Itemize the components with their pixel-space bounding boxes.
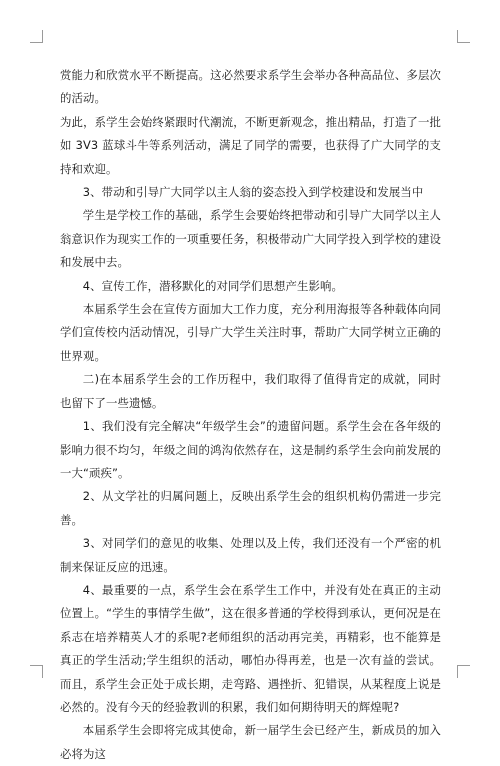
paragraph: 学生是学校工作的基础，系学生会要始终把带动和引导广大同学以主人翁意识作为现实工作的一项重要任务，积极带动广大同学投入到学校的建设和发展中去。 <box>60 208 441 270</box>
list-item: 3、对同学们的意见的收集、处理以及上传，我们还没有一个严密的机制来保证反应的迅速。 <box>60 536 441 574</box>
crop-mark-bottom-left <box>30 665 43 678</box>
list-item: 4、最重要的一点，系学生会在系学生工作中，并没有处在真正的主动位置上。“学生的事情学生做”，这在很多普通的学校得到承认，更何况是在系志在培养精英人才的系呢?老师组织的活动再完美，再精彩，也不能算是真正的学生活动;学生组织的活动，哪怕办得再差，也是一次有益的尝试。而且，系学生会正处于成长期，走弯路、遇挫折、犯错误，从某程度上说是必然的。没有今天的经验教训的积累，我们如何期待明天的辉煌呢? <box>60 582 441 714</box>
crop-mark-top-left <box>30 30 43 43</box>
section-heading: 3、带动和引导广大同学以主人翁的姿态投入到学校建设和发展当中 <box>82 185 424 200</box>
paragraph: 为此，系学生会始终紧跟时代潮流，不断更新观念，推出精品，打造了一批如 3V3 蓝球斗牛等系列活动，满足了同学的需要，也获得了广大同学的支持和欢迎。 <box>60 114 441 176</box>
list-item: 2、从文学社的归属问题上，反映出系学生会的组织机构仍需进一步完善。 <box>60 489 441 527</box>
section-heading: 二)在本届系学生会的工作历程中，我们取得了值得肯定的成就，同时也留下了一些遗憾。 <box>60 372 441 410</box>
paragraph: 本届系学生会即将完成其使命，新一届学生会已经产生，新成员的加入必将为这 <box>60 723 441 761</box>
document-body <box>60 64 441 766</box>
paragraph: 本届系学生会在宣传方面加大工作力度，充分利用海报等各种载体向同学们宣传校内活动情况，引导广大学生关注时事，帮助广大同学树立正确的世界观。 <box>60 302 441 363</box>
crop-mark-bottom-right <box>457 665 470 678</box>
section-heading: 4、宣传工作，潜移默化的对同学们思想产生影响。 <box>82 278 343 293</box>
list-item: 1、我们没有完全解决“年级学生会”的遗留问题。系学生会在各年级的影响力很不均匀，年级之间的鸿沟依然存在，这是制约系学生会向前发展的一大“顽疾”。 <box>60 419 441 480</box>
paragraph: 赏能力和欣赏水平不断提高。这必然要求系学生会举办各种高品位、多层次的活动。 <box>60 68 441 106</box>
crop-mark-top-right <box>457 30 470 43</box>
